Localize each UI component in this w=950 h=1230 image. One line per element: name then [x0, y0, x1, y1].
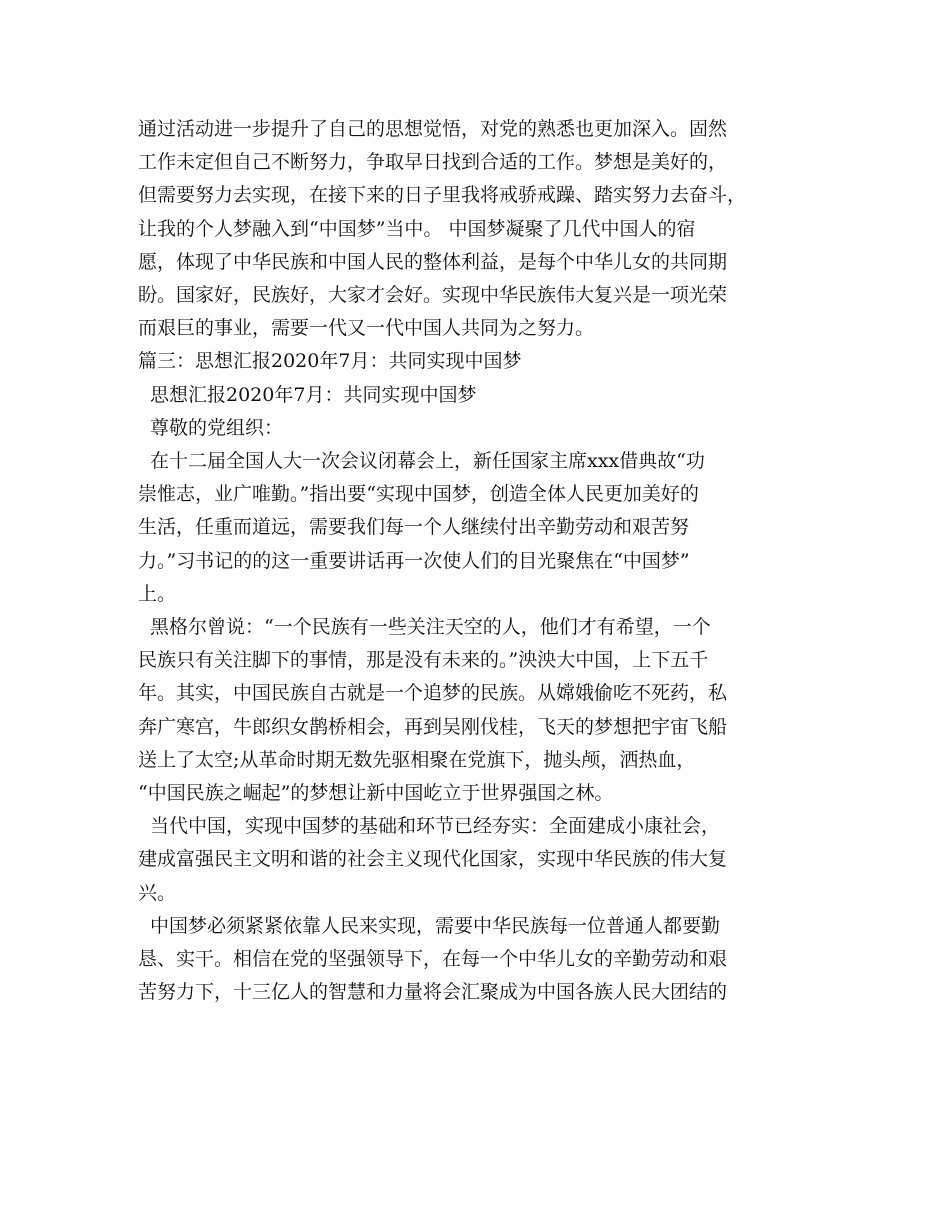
text-line: 通过活动进一步提升了自己的思想觉悟，对党的熟悉也更加深入。固然 — [138, 118, 728, 140]
text-line: 但需要努力去实现，在接下来的日子里我将戒骄戒躁、踏实努力去奋斗， — [138, 184, 747, 207]
text-line: 黑格尔曾说：“一个民族有一些关注天空的人，他们才有希望，一个 — [150, 616, 711, 639]
text-line: 让我的个人梦融入到“中国梦”当中。 中国梦凝聚了几代中国人的宿 — [138, 217, 696, 240]
section-heading: 篇三：思想汇报2020年7月：共同实现中国梦 — [138, 350, 522, 373]
text-line: 建成富强民主文明和谐的社会主义现代化国家，实现中华民族的伟大复 — [138, 848, 728, 871]
text-line: 生活，任重而道远，需要我们每一个人继续付出辛勤劳动和艰苦努 — [138, 516, 690, 539]
text-line: 盼。国家好，民族好，大家才会好。实现中华民族伟大复兴是一项光荣 — [138, 284, 728, 307]
text-line: 兴。 — [138, 881, 177, 904]
text-line: 上。 — [138, 582, 177, 605]
text-line: 苦努力下，十三亿人的智慧和力量将会汇聚成为中国各族人民大团结的 — [138, 981, 728, 1004]
text-line: 而艰巨的事业，需要一代又一代中国人共同为之努力。 — [138, 317, 595, 340]
text-line: 工作未定但自己不断努力，争取早日找到合适的工作。梦想是美好的， — [138, 151, 728, 174]
text-line: 恳、实干。相信在党的坚强领导下，在每一个中华儿女的辛勤劳动和艰 — [138, 948, 728, 971]
text-line: 当代中国，实现中国梦的基础和环节已经夯实：全面建成小康社会， — [150, 815, 721, 838]
text-line: 年。其实，中国民族自古就是一个追梦的民族。从嫦娥偷吃不死药，私 — [138, 682, 728, 705]
text-line: “中国民族之崛起”的梦想让新中国屹立于世界强国之林。 — [138, 782, 614, 805]
text-line: 送上了太空;从革命时期无数先驱相聚在党旗下，抛头颅，洒热血， — [138, 748, 696, 771]
text-line: 在十二届全国人大一次会议闭幕会上，新任国家主席xxx借典故“功 — [150, 450, 705, 473]
report-title: 思想汇报2020年7月：共同实现中国梦 — [150, 383, 477, 406]
salutation: 尊敬的党组织： — [150, 416, 284, 439]
text-line: 民族只有关注脚下的事情，那是没有未来的。”泱泱大中国，上下五千 — [138, 649, 709, 672]
text-line: 力。”习书记的的这一重要讲话再一次使人们的目光聚焦在“中国梦” — [138, 549, 690, 572]
text-line: 愿，体现了中华民族和中国人民的整体利益，是每个中华儿女的共同期 — [138, 250, 728, 273]
text-line: 中国梦必须紧紧依靠人民来实现，需要中华民族每一位普通人都要勤 — [150, 914, 721, 937]
text-line: 崇惟志，业广唯勤。”指出要“实现中国梦，创造全体人民更加美好的 — [138, 483, 699, 506]
text-line: 奔广寒宫，牛郎织女鹊桥相会，再到吴刚伐桂，飞天的梦想把宇宙飞船 — [138, 715, 728, 738]
document-body — [138, 113, 838, 1009]
